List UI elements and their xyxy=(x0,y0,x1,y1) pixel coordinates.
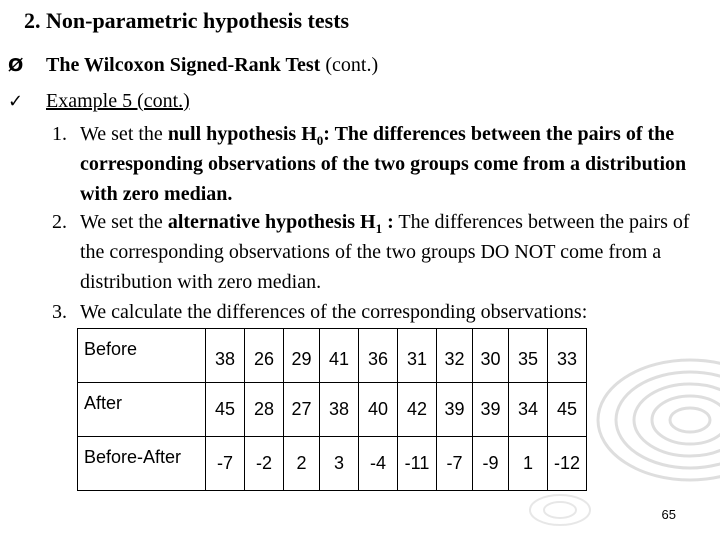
example-label: Example 5 (cont.) xyxy=(46,90,190,112)
table-cell: 42 xyxy=(398,383,437,437)
list-item-text xyxy=(80,119,692,209)
table-cell: 39 xyxy=(473,383,509,437)
table-cell: 31 xyxy=(398,329,437,383)
table-cell: 45 xyxy=(548,383,587,437)
table-cell: 40 xyxy=(359,383,398,437)
table-cell: -9 xyxy=(473,437,509,491)
table-cell: 45 xyxy=(206,383,245,437)
differences-table xyxy=(77,328,587,491)
table-cell: 35 xyxy=(509,329,548,383)
item-text-bold xyxy=(167,123,324,148)
list-number: 1. xyxy=(52,123,67,145)
row-label: After xyxy=(78,383,206,437)
table-cell: 32 xyxy=(437,329,473,383)
table-cell: -11 xyxy=(398,437,437,491)
list-item-null-hypothesis xyxy=(52,119,692,209)
item-text-bold-main: alternative hypothesis H xyxy=(167,211,376,233)
arrow-bullet-icon: Ø xyxy=(8,55,24,76)
row-label: Before-After xyxy=(78,437,206,491)
list-item-differences xyxy=(52,297,692,327)
item-text-pre: We set the xyxy=(80,123,168,145)
table-cell: -2 xyxy=(245,437,284,491)
checkmark-bullet-icon: ✓ xyxy=(8,91,24,112)
list-number: 2. xyxy=(52,211,67,233)
table-cell: 36 xyxy=(359,329,398,383)
item-subscript: 1 xyxy=(375,221,383,236)
list-number: 3. xyxy=(52,301,67,323)
item-subscript: 0 xyxy=(316,133,324,148)
table-cell: 30 xyxy=(473,329,509,383)
table-row-before xyxy=(78,329,587,383)
row-label: Before xyxy=(78,329,206,383)
table-cell: 27 xyxy=(284,383,320,437)
table-cell: 34 xyxy=(509,383,548,437)
list-item-text: We calculate the differences of the corresponding observations: xyxy=(80,301,588,323)
table-cell: 28 xyxy=(245,383,284,437)
table-cell: 2 xyxy=(284,437,320,491)
table-row-before-after xyxy=(78,437,587,491)
item-text-bold xyxy=(167,211,394,236)
table-row-after xyxy=(78,383,587,437)
table-cell: -7 xyxy=(206,437,245,491)
table-cell: 29 xyxy=(284,329,320,383)
test-name: The Wilcoxon Signed-Rank Test xyxy=(46,54,321,76)
item-text-pre: We set the xyxy=(80,211,168,233)
table-cell: 41 xyxy=(320,329,359,383)
item-text-post: : The differences between the pairs of the corresponding observations of the two groups come from a distribution with zero median. xyxy=(80,123,687,205)
table-cell: -4 xyxy=(359,437,398,491)
table-cell: 26 xyxy=(245,329,284,383)
table-cell: 39 xyxy=(437,383,473,437)
page-number: 65 xyxy=(661,507,676,522)
table-cell: -7 xyxy=(437,437,473,491)
slide-title: 2. Non-parametric hypothesis tests xyxy=(24,8,350,33)
bullet-example xyxy=(8,90,190,113)
table-cell: 38 xyxy=(320,383,359,437)
table-cell: -12 xyxy=(548,437,587,491)
item-text-post: The differences between the pairs of the corresponding observations of the two groups DO NOT come from a distribution with zero median. xyxy=(80,211,690,293)
table-cell: 1 xyxy=(509,437,548,491)
test-name-suffix: (cont.) xyxy=(320,54,379,76)
table-cell: 3 xyxy=(320,437,359,491)
table-cell: 33 xyxy=(548,329,587,383)
item-text-bold-main: null hypothesis H xyxy=(167,123,317,145)
list-item-alternative-hypothesis xyxy=(52,207,692,297)
table-cell: 38 xyxy=(206,329,245,383)
bullet-test-name xyxy=(8,54,378,77)
list-item-text xyxy=(80,207,692,297)
item-text-bold-tail: : xyxy=(382,211,394,233)
